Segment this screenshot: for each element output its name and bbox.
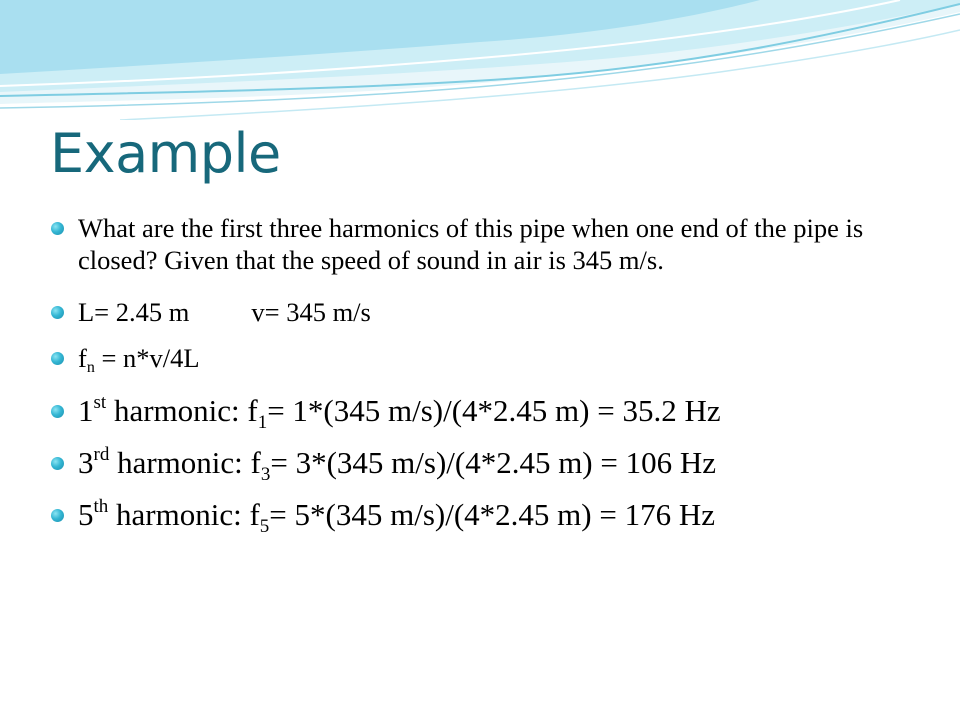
formula-subscript: n [86,359,95,376]
formula-expression: = n*v/4L [94,343,200,373]
harmonic-expression: = 5*(345 m/s)/(4*2.45 m) = 176 Hz [269,497,715,532]
bullet-harmonic-5 [78,496,933,537]
harmonic-symbol: f [250,445,261,480]
slide-title: Example [50,122,281,185]
bullet-harmonic-3 [78,444,933,485]
harmonic-label: harmonic: [109,445,251,480]
harmonic-ordinal: st [93,392,107,413]
given-length: L= 2.45 m [78,297,190,327]
bullet-list [78,212,933,537]
harmonic-symbol: f [249,497,260,532]
bullet-harmonic-1 [78,392,933,433]
harmonic-expression: = 1*(345 m/s)/(4*2.45 m) = 35.2 Hz [267,393,721,428]
wave-banner [0,0,960,120]
formula-symbol: f [78,343,87,373]
bullet-formula [78,342,933,374]
question-text: What are the first three harmonics of this pipe when one end of the pipe is closed? Given that the speed of sound in air is 345 m/s. [78,213,864,275]
harmonic-subscript: 5 [259,516,270,537]
harmonic-subscript: 1 [257,412,268,433]
harmonic-number: 3 [78,445,94,480]
harmonic-ordinal: rd [93,444,110,465]
harmonic-expression: = 3*(345 m/s)/(4*2.45 m) = 106 Hz [270,445,717,480]
bullet-givens [78,296,933,328]
given-speed: v= 345 m/s [251,297,371,327]
harmonic-label: harmonic: [108,497,250,532]
harmonic-label: harmonic: [106,393,248,428]
harmonic-number: 1 [78,393,94,428]
harmonic-symbol: f [247,393,258,428]
harmonic-number: 5 [78,497,94,532]
bullet-question [78,212,933,276]
harmonic-ordinal: th [93,496,109,517]
harmonic-subscript: 3 [260,464,271,485]
